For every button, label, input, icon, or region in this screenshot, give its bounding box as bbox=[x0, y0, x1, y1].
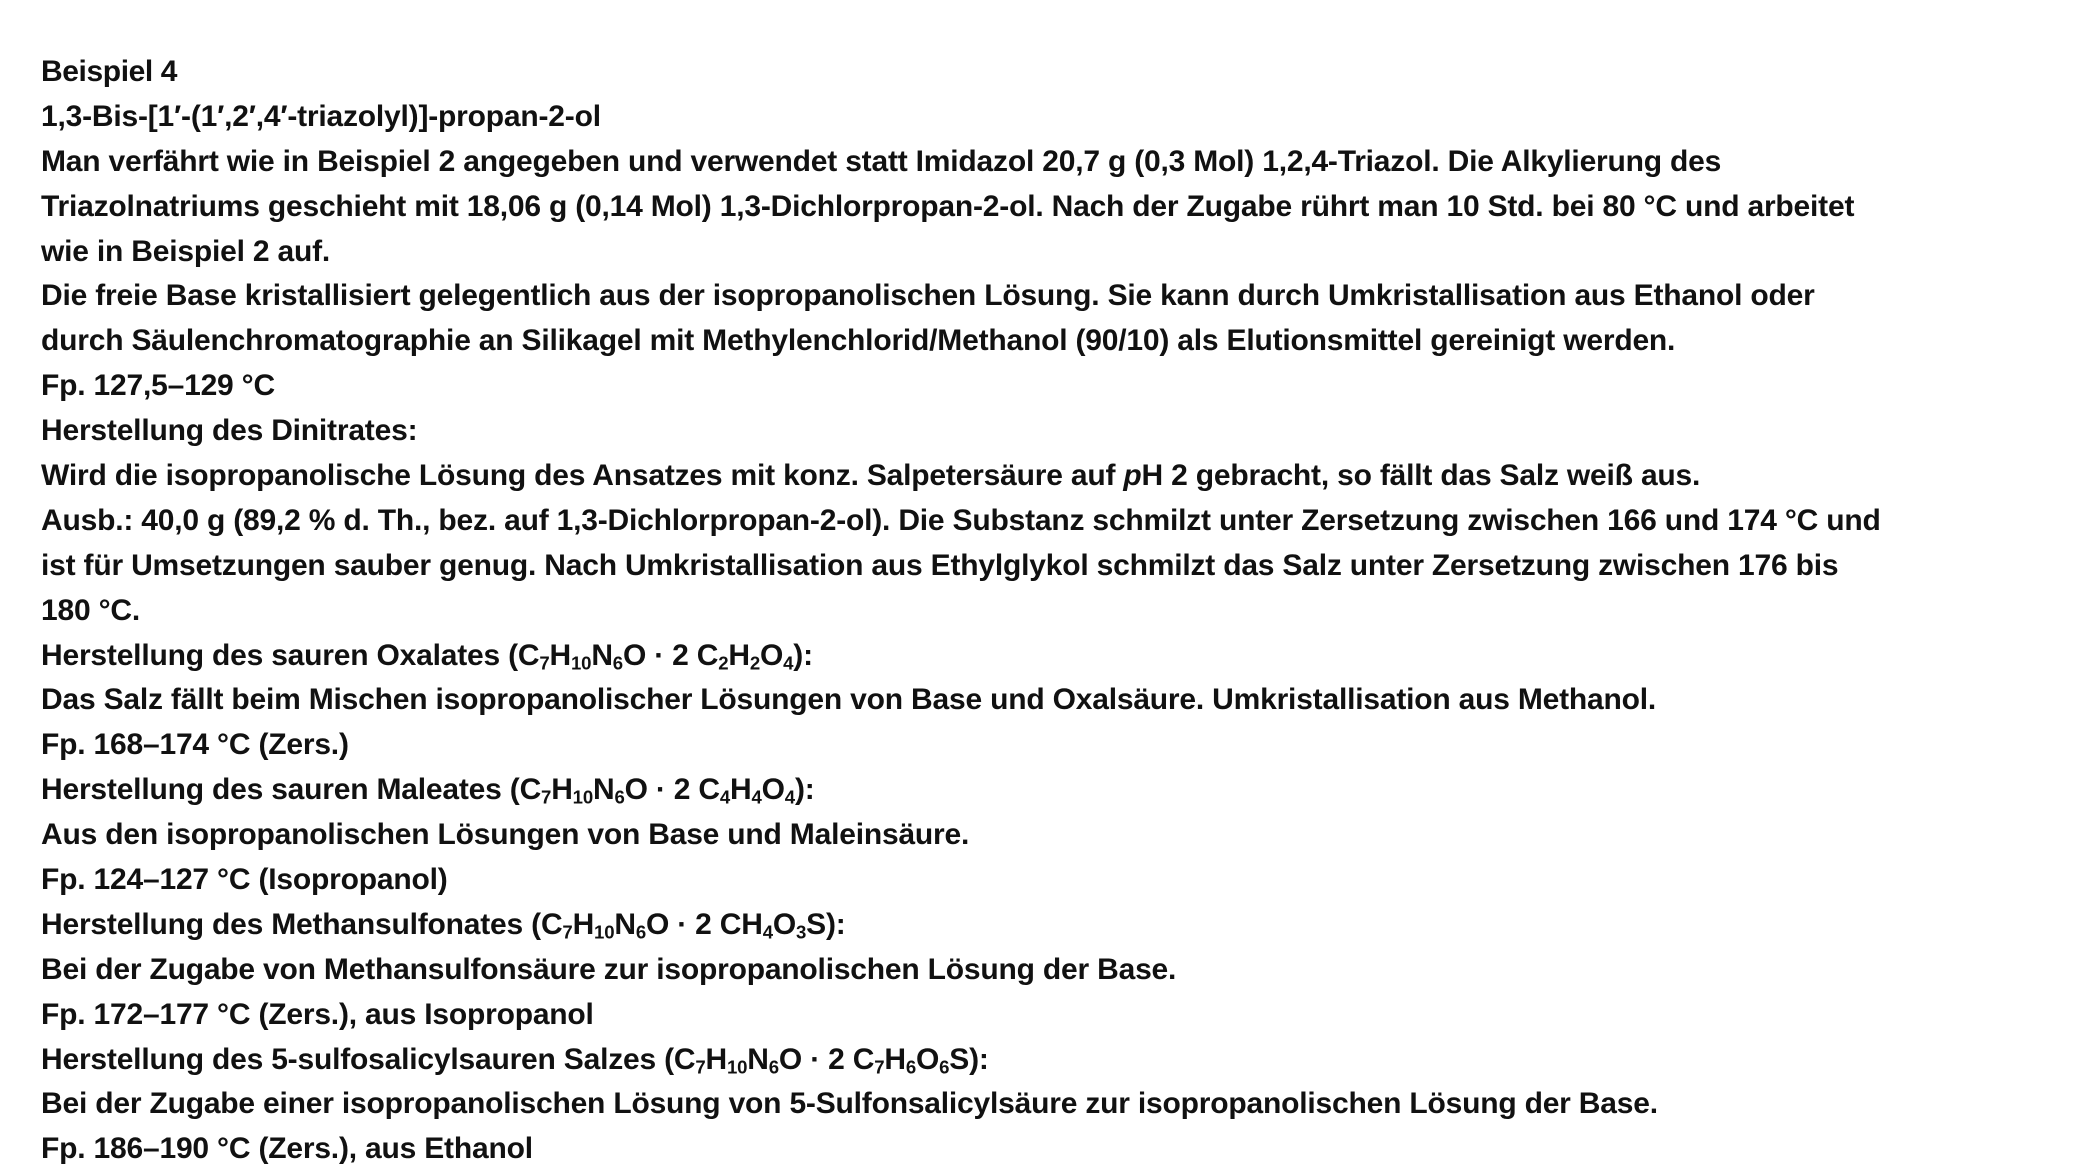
formula-text: H bbox=[551, 773, 573, 807]
dinitrate-text-part: H 2 gebracht, so fällt das Salz weiß aus. bbox=[1141, 459, 1701, 493]
formula-subscript: 4 bbox=[762, 921, 773, 943]
formula-subscript: 6 bbox=[905, 1056, 916, 1078]
maleate-heading bbox=[41, 768, 2071, 813]
methansulfonate-melting-point: Fp. 172–177 °C (Zers.), aus Isopropanol bbox=[41, 997, 594, 1031]
formula-subscript: 7 bbox=[562, 921, 573, 943]
formula-text: N bbox=[614, 907, 636, 941]
formula-text: Herstellung des Methansulfonates (C bbox=[41, 907, 563, 941]
dinitrate-heading: Herstellung des Dinitrates: bbox=[41, 414, 418, 448]
formula-text: O · 2 C bbox=[622, 638, 719, 672]
formula-text: H bbox=[728, 638, 750, 672]
yield-line: 180 °C. bbox=[41, 593, 140, 627]
formula-text: H bbox=[730, 773, 752, 807]
ph-italic: p bbox=[1123, 459, 1142, 493]
maleate-melting-point: Fp. 124–127 °C (Isopropanol) bbox=[41, 863, 448, 897]
oxalate-heading bbox=[41, 634, 2071, 679]
oxalate-melting-point: Fp. 168–174 °C (Zers.) bbox=[41, 728, 349, 762]
formula-text: N bbox=[592, 773, 615, 807]
formula-subscript: 6 bbox=[614, 786, 625, 808]
formula-text: Herstellung des sauren Oxalates (C bbox=[41, 638, 540, 672]
formula-subscript: 4 bbox=[784, 786, 795, 808]
formula-text: H bbox=[572, 907, 595, 941]
formula-text: O bbox=[915, 1042, 940, 1076]
dinitrate-text-part: Wird die isopropanolische Lösung des Ansatzes mit konz. Salpetersäure auf bbox=[41, 459, 1124, 493]
procedure-line: Man verfährt wie in Beispiel 2 angegeben und verwendet statt Imidazol 20,7 g (0,3 Mol) 1,2,4-Triazol. Die Alkylierung des bbox=[41, 144, 1722, 178]
formula-text: ): bbox=[793, 638, 813, 672]
formula-text: O · 2 C bbox=[778, 1042, 875, 1076]
formula-text: N bbox=[591, 638, 613, 672]
formula-subscript: 6 bbox=[939, 1056, 950, 1078]
formula-subscript: 7 bbox=[874, 1056, 885, 1078]
formula-text: N bbox=[747, 1042, 769, 1076]
oxalate-description: Das Salz fällt beim Mischen isopropanolischer Lösungen von Base und Oxalsäure. Umkristallisation aus Methanol. bbox=[41, 683, 1657, 717]
formula-text: O · 2 CH bbox=[645, 907, 763, 941]
formula-text: H bbox=[884, 1042, 906, 1076]
formula-text: H bbox=[705, 1042, 727, 1076]
formula-subscript: 2 bbox=[749, 652, 760, 674]
formula-text: O · 2 C bbox=[624, 773, 720, 807]
maleate-description: Aus den isopropanolischen Lösungen von Base und Maleinsäure. bbox=[41, 818, 970, 852]
formula-subscript: 3 bbox=[796, 921, 807, 943]
formula-subscript: 4 bbox=[751, 786, 762, 808]
formula-subscript: 10 bbox=[572, 786, 593, 808]
formula-subscript: 10 bbox=[571, 652, 592, 674]
formula-text: O bbox=[772, 907, 797, 941]
formula-text: ): bbox=[794, 773, 815, 807]
example-heading: Beispiel 4 bbox=[41, 55, 178, 88]
sulfosalicylate-description: Bei der Zugabe einer isopropanolischen Lösung von 5-Sulfonsalicylsäure zur isopropanolischen Lösung der Base. bbox=[41, 1087, 1658, 1121]
methansulfonate-description: Bei der Zugabe von Methansulfonsäure zur isopropanolischen Lösung der Base. bbox=[41, 952, 1177, 986]
formula-subscript: 4 bbox=[783, 652, 794, 674]
purification-line: Die freie Base kristallisiert gelegentlich aus der isopropanolischen Lösung. Sie kann durch Umkristallisation aus Ethanol oder bbox=[41, 279, 1815, 313]
procedure-line: Triazolnatriums geschieht mit 18,06 g (0,14 Mol) 1,3-Dichlorpropan-2-ol. Nach der Zugabe rührt man 10 Std. bei 80 °C und arbeitet bbox=[41, 189, 1855, 223]
formula-subscript: 6 bbox=[612, 652, 623, 674]
methansulfonate-heading bbox=[41, 903, 2071, 948]
formula-subscript: 10 bbox=[594, 921, 615, 943]
formula-subscript: 10 bbox=[727, 1056, 748, 1078]
formula-subscript: 6 bbox=[635, 921, 646, 943]
formula-subscript: 6 bbox=[768, 1056, 779, 1078]
compound-title: 1,3-Bis-[1′-(1′,2′,4′-triazolyl)]-propan-2-ol bbox=[41, 99, 601, 133]
formula-text: Herstellung des sauren Maleates (C bbox=[41, 773, 542, 807]
formula-text: H bbox=[549, 638, 572, 672]
formula-text: S): bbox=[806, 907, 846, 941]
formula-subscript: 2 bbox=[718, 652, 729, 674]
formula-text: Herstellung des 5-sulfosalicylsauren Salzes (C bbox=[41, 1042, 696, 1076]
formula-subscript: 4 bbox=[719, 786, 731, 808]
formula-text: S): bbox=[949, 1042, 989, 1076]
yield-line: Ausb.: 40,0 g (89,2 % d. Th., bez. auf 1,3-Dichlorpropan-2-ol). Die Substanz schmilzt unter Zersetzung zwischen 166 und 174 °C und bbox=[41, 503, 1881, 537]
melting-point: Fp. 127,5–129 °C bbox=[41, 369, 275, 403]
formula-text: O bbox=[761, 773, 785, 807]
formula-subscript: 7 bbox=[695, 1056, 706, 1078]
purification-line: durch Säulenchromatographie an Silikagel mit Methylenchlorid/Methanol (90/10) als Elutionsmittel gereinigt werden. bbox=[41, 324, 1676, 358]
sulfosalicylate-heading bbox=[41, 1038, 2071, 1083]
sulfosalicylate-melting-point: Fp. 186–190 °C (Zers.), aus Ethanol bbox=[41, 1132, 533, 1166]
document-body bbox=[41, 50, 2071, 1172]
formula-subscript: 7 bbox=[541, 786, 552, 808]
dinitrate-procedure bbox=[41, 454, 2071, 499]
formula-text: O bbox=[760, 638, 784, 672]
procedure-line: wie in Beispiel 2 auf. bbox=[41, 234, 331, 268]
yield-line: ist für Umsetzungen sauber genug. Nach Umkristallisation aus Ethylglykol schmilzt das Salz unter Zersetzung zwischen 176 bis bbox=[41, 548, 1839, 582]
formula-subscript: 7 bbox=[539, 652, 550, 674]
